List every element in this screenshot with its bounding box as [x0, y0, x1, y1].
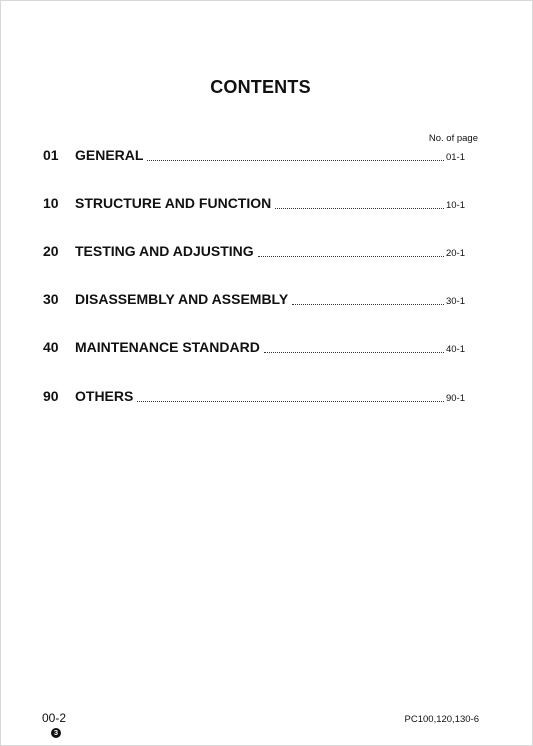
dot-leader	[275, 208, 444, 209]
toc-section-title: DISASSEMBLY AND ASSEMBLY	[75, 291, 289, 307]
toc-section-number: 10	[43, 195, 59, 211]
page-column-header: No. of page	[428, 133, 478, 144]
toc-section-title: MAINTENANCE STANDARD	[75, 339, 260, 355]
toc-entry-others[interactable]	[43, 388, 465, 408]
toc-page-ref: 40-1	[445, 344, 465, 355]
toc-section-title: OTHERS	[75, 388, 134, 404]
toc-page-ref: 20-1	[445, 248, 465, 259]
toc-section-number: 30	[43, 291, 59, 307]
toc-section-number: 01	[43, 147, 59, 163]
toc-page-ref: 01-1	[445, 152, 465, 163]
toc-section-number: 90	[43, 388, 59, 404]
dot-leader	[292, 304, 444, 305]
toc-section-title: TESTING AND ADJUSTING	[75, 243, 254, 259]
toc-entry-general[interactable]	[43, 147, 465, 167]
toc-entry-disassembly-and-assembly[interactable]	[43, 291, 465, 311]
revision-badge-icon: 3	[51, 728, 61, 738]
toc-section-number: 20	[43, 243, 59, 259]
dot-leader	[137, 401, 444, 402]
footer-page-number: 00-2	[42, 711, 67, 725]
toc-page-ref: 30-1	[445, 296, 465, 307]
dot-leader	[147, 160, 444, 161]
page-title: CONTENTS	[210, 77, 311, 97]
toc-entry-maintenance-standard[interactable]	[43, 339, 465, 359]
toc-entry-testing-and-adjusting[interactable]	[43, 243, 465, 263]
dot-leader	[258, 256, 444, 257]
toc-page-ref: 90-1	[445, 393, 465, 404]
toc-page-ref: 10-1	[445, 200, 465, 211]
dot-leader	[264, 352, 444, 353]
footer-model-number: PC100,120,130-6	[404, 714, 479, 725]
toc-section-title: STRUCTURE AND FUNCTION	[75, 195, 272, 211]
toc-section-number: 40	[43, 339, 59, 355]
toc-entry-structure-and-function[interactable]	[43, 195, 465, 215]
toc-section-title: GENERAL	[75, 147, 144, 163]
